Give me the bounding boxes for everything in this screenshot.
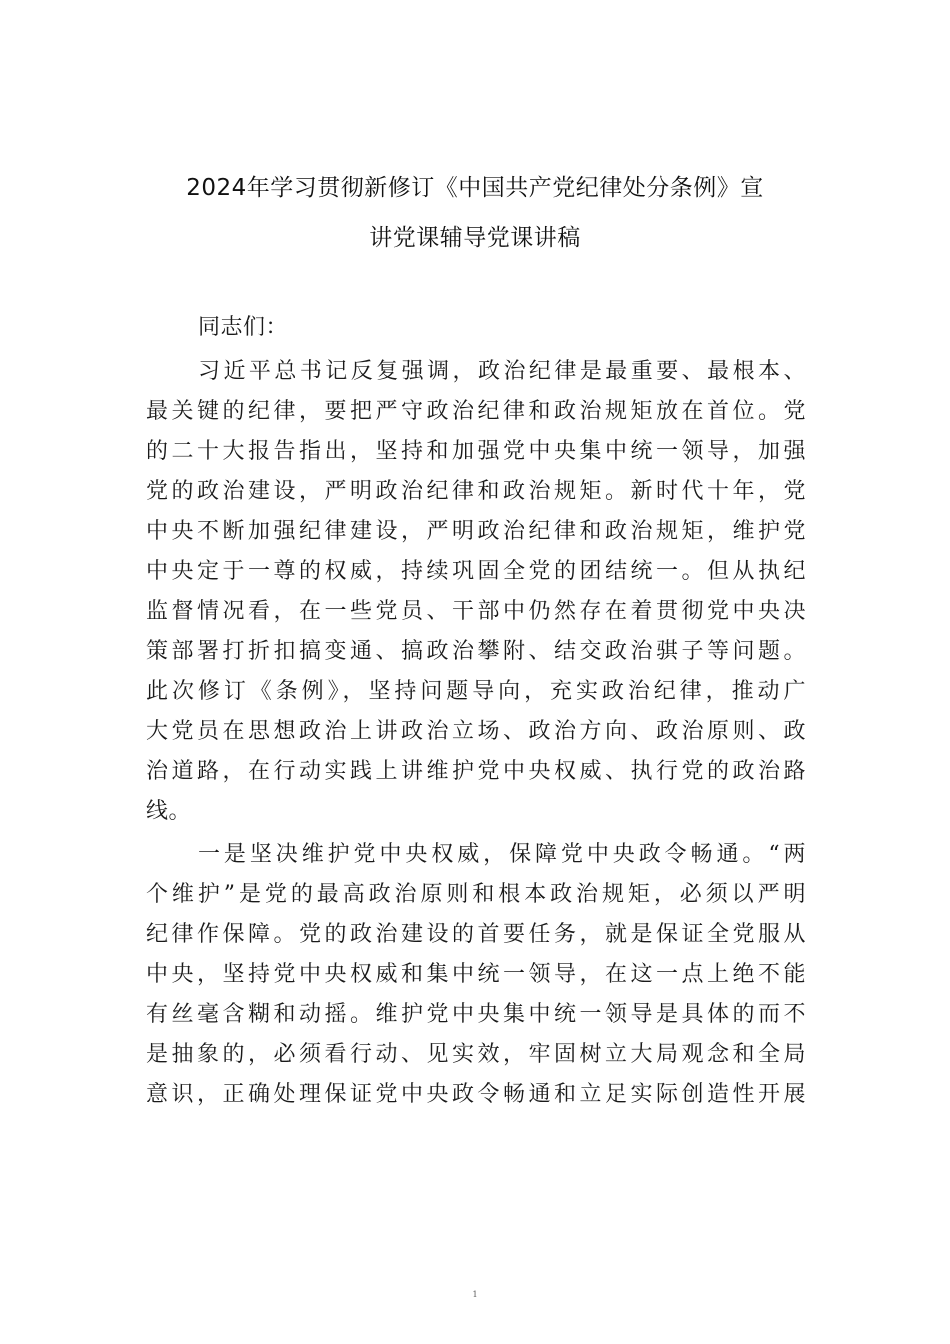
paragraph-1-line: 的二十大报告指出，坚持和加强党中央集中统一领导，加强 (146, 439, 806, 464)
paragraph-1-line: 习近平总书记反复强调，政治纪律是最重要、最根本、 (198, 359, 806, 384)
salutation: 同志们： (198, 315, 289, 340)
paragraph-2-line: 意识，正确处理保证党中央政令畅通和立足实际创造性开展 (146, 1082, 806, 1107)
paragraph-1-line: 大党员在思想政治上讲政治立场、政治方向、政治原则、政 (146, 719, 806, 744)
paragraph-1-line: 党的政治建设，严明政治纪律和政治规矩。新时代十年，党 (146, 479, 806, 504)
paragraph-2-line: 一是坚决维护党中央权威，保障党中央政令畅通。“两 (198, 842, 806, 867)
paragraph-1-line: 治道路，在行动实践上讲维护党中央权威、执行党的政治路 (146, 759, 806, 784)
paragraph-1-line: 中央定于一尊的权威，持续巩固全党的团结统一。但从执纪 (146, 559, 806, 584)
paragraph-1-line: 策部署打折扣搞变通、搞政治攀附、结交政治骐子等问题。 (146, 639, 806, 664)
paragraph-2-line: 个维护”是党的最高政治原则和根本政治规矩，必须以严明 (146, 882, 806, 907)
paragraph-2-line: 纪律作保障。党的政治建设的首要任务，就是保证全党服从 (146, 922, 806, 947)
page-number: 1 (472, 1290, 478, 1299)
paragraph-1-line: 线。 (146, 799, 192, 824)
paragraph-2-line: 中央，坚持党中央权威和集中统一领导，在这一点上绝不能 (146, 962, 806, 987)
document-title-line-2: 讲党课辅导党课讲稿 (369, 225, 581, 251)
paragraph-1-line: 最关键的纪律，要把严守政治纪律和政治规矩放在首位。党 (146, 399, 806, 424)
paragraph-1-line: 此次修订《条例》，坚持问题导向，充实政治纪律，推动广 (146, 679, 806, 704)
document-title-line-1: 2024年学习贯彻新修订《中国共产党纪律处分条例》宣 (186, 175, 764, 201)
paragraph-2-line: 是抽象的，必须看行动、见实效，牢固树立大局观念和全局 (146, 1042, 806, 1067)
paragraph-1-line: 中央不断加强纪律建设，严明政治纪律和政治规矩，维护党 (146, 519, 806, 544)
paragraph-2-line: 有丝毫含糊和动摇。维护党中央集中统一领导是具体的而不 (146, 1002, 806, 1027)
paragraph-1-line: 监督情况看，在一些党员、干部中仍然存在着贯彻党中央决 (146, 599, 806, 624)
